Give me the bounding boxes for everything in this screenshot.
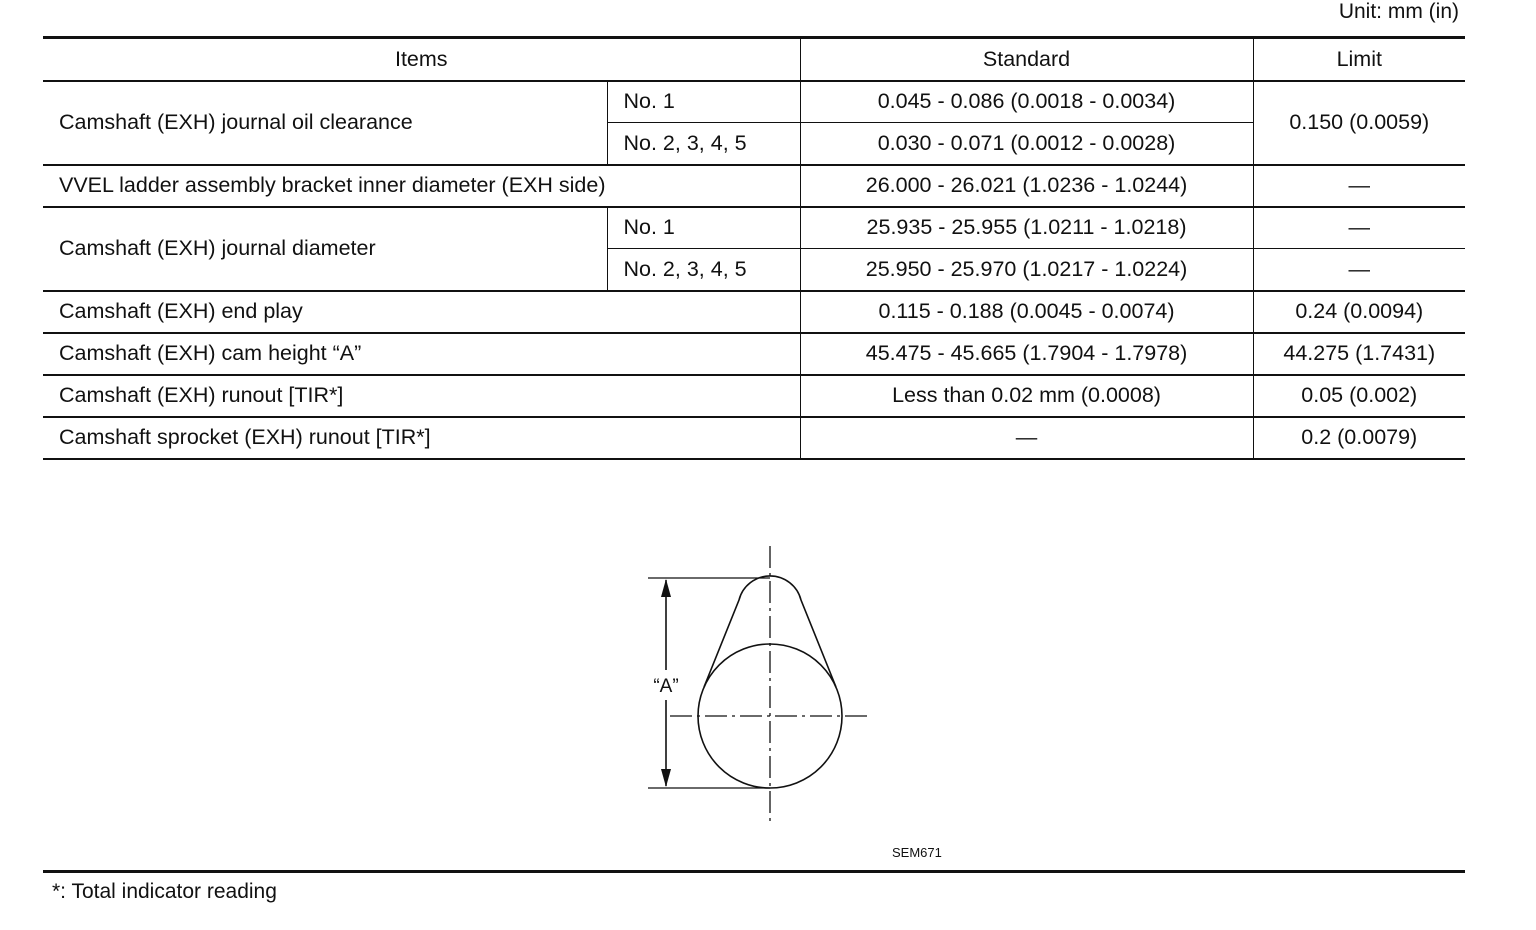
- table-row: [43, 165, 1465, 207]
- row-limit: 44.275 (1.7431): [1253, 333, 1465, 375]
- table-row: [43, 81, 1465, 123]
- row-standard: 25.950 - 25.970 (1.0217 - 1.0224): [800, 249, 1253, 291]
- table-row: [43, 333, 1465, 375]
- header-items: Items: [43, 38, 800, 81]
- row-limit: 0.24 (0.0094): [1253, 291, 1465, 333]
- footnote: *: Total indicator reading: [52, 880, 277, 903]
- unit-label: Unit: mm (in): [1338, 0, 1459, 23]
- table-header-row: [43, 38, 1465, 81]
- row-subitem: No. 1: [607, 207, 800, 249]
- row-subitem: No. 2, 3, 4, 5: [607, 249, 800, 291]
- row-item: Camshaft (EXH) cam height “A”: [43, 333, 800, 375]
- row-standard: —: [800, 417, 1253, 459]
- row-item: Camshaft (EXH) journal diameter: [43, 207, 607, 291]
- figure-code: SEM671: [892, 845, 942, 860]
- row-subitem: No. 1: [607, 81, 800, 123]
- table-row: [43, 417, 1465, 459]
- header-limit: Limit: [1253, 38, 1465, 81]
- row-standard: 0.030 - 0.071 (0.0012 - 0.0028): [800, 123, 1253, 165]
- table-row: [43, 207, 1465, 249]
- row-limit: 0.2 (0.0079): [1253, 417, 1465, 459]
- camshaft-spec-table: [43, 36, 1465, 460]
- row-item: Camshaft (EXH) journal oil clearance: [43, 81, 607, 165]
- row-standard: 45.475 - 45.665 (1.7904 - 1.7978): [800, 333, 1253, 375]
- row-subitem: No. 2, 3, 4, 5: [607, 123, 800, 165]
- row-standard: Less than 0.02 mm (0.0008): [800, 375, 1253, 417]
- arrow-down-icon: [661, 769, 671, 787]
- table-row: [43, 375, 1465, 417]
- row-standard: 25.935 - 25.955 (1.0211 - 1.0218): [800, 207, 1253, 249]
- row-limit: —: [1253, 165, 1465, 207]
- table-row: [43, 291, 1465, 333]
- row-limit: 0.05 (0.002): [1253, 375, 1465, 417]
- row-standard: 0.115 - 0.188 (0.0045 - 0.0074): [800, 291, 1253, 333]
- row-item: VVEL ladder assembly bracket inner diameter (EXH side): [43, 165, 800, 207]
- cam-height-diagram: [600, 540, 900, 840]
- row-standard: 0.045 - 0.086 (0.0018 - 0.0034): [800, 81, 1253, 123]
- arrow-up-icon: [661, 579, 671, 597]
- header-standard: Standard: [800, 38, 1253, 81]
- row-item: Camshaft sprocket (EXH) runout [TIR*]: [43, 417, 800, 459]
- row-limit: 0.150 (0.0059): [1253, 81, 1465, 165]
- row-limit: —: [1253, 249, 1465, 291]
- row-item: Camshaft (EXH) end play: [43, 291, 800, 333]
- row-item: Camshaft (EXH) runout [TIR*]: [43, 375, 800, 417]
- row-standard: 26.000 - 26.021 (1.0236 - 1.0244): [800, 165, 1253, 207]
- bottom-rule: [43, 870, 1465, 873]
- dimension-label-a: “A”: [653, 676, 679, 697]
- row-limit: —: [1253, 207, 1465, 249]
